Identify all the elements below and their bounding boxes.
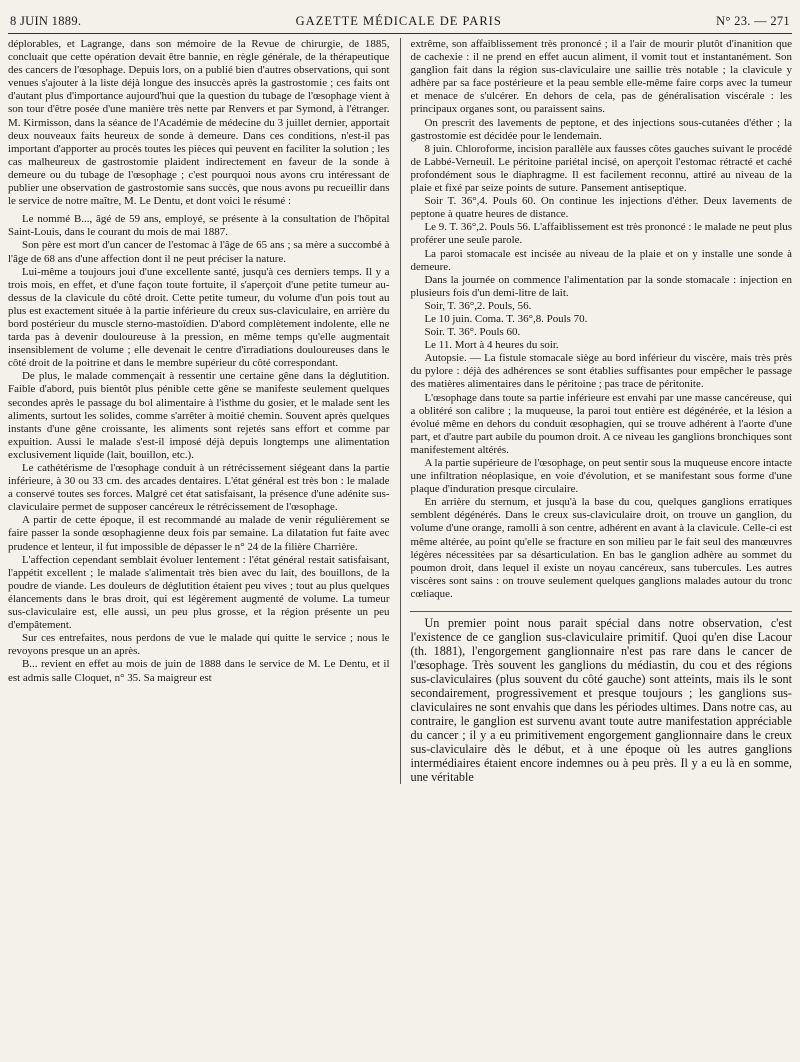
journal-title: GAZETTE MÉDICALE DE PARIS: [295, 14, 502, 28]
issue-number: N° 23. — 271: [716, 14, 790, 28]
right-column: [410, 38, 792, 784]
paragraph: La paroi stomacale est incisée au niveau de la plaie et on y installe une sonde à demeure.: [410, 247, 792, 273]
paragraph: On prescrit des lavements de peptone, et des injections sous-cutanées d'éther ; la gastrostomie est décidée pour le lendemain.: [410, 116, 792, 142]
issue-date: 8 JUIN 1889.: [10, 14, 82, 28]
paragraph: L'affection cependant semblait évoluer lentement : l'état général restait satisfaisant, l'appétit excellent ; le malade s'alimentait très bien avec du lait, des bouillons, de la poudre de viande. Les douleurs de déglutition étaient peu vives ; tout au plus quelques élancements dans le bras droit, qui est légèrement augmenté de volume. La tumeur sus-claviculaire est, elle aussi, un peu plus grosse, et la région présente un peu d'empâtement.: [8, 553, 390, 632]
paragraph: 8 juin. Chloroforme, incision parallèle aux fausses côtes gauches suivant le procédé de Labbé-Verneuil. Le péritoine pariétal incisé, on aperçoit l'estomac rétracté et caché profondément sous le diaphragme. Il est facilement reconnu, attiré au niveau de la plaie et fixé par seize points de suture. Pansement antiseptique.: [410, 142, 792, 195]
paragraph: Soir T. 36°,4. Pouls 60. On continue les injections d'éther. Deux lavements de peptone à quatre heures de distance.: [410, 195, 792, 221]
paragraph: B... revient en effet au mois de juin de 1888 dans le service de M. Le Dentu, et il est admis salle Cloquet, n° 35. Sa maigreur est: [8, 658, 390, 684]
paragraph: extrême, son affaiblissement très prononcé ; il a l'air de mourir plutôt d'inanition que de cachexie : il ne prend en effet aucun aliment, il vomit tout et instantanément. Son ganglion fait dans la région sus-claviculaire une saillie très notable ; la clavicule y adhère par sa face postérieure et la peau semble elle-même faire corps avec la tumeur et menace de s'ulcérer. En dehors de cela, pas de généralisation viscérale : les principaux organes sont, ou paraissent sains.: [410, 38, 792, 116]
discussion-paragraph: Un premier point nous parait spécial dans notre observation, c'est l'existence de ce ganglion sus-claviculaire primitif. Quoi qu'en dise Lacour (th. 1881), l'engorgement ganglionnaire n'est pas rare dans le cancer de l'œsophage. Très souvent les ganglions du médiastin, du cou et des régions sus-claviculaires (plus souvent du côté gauche) sont atteints, mais ils le sont secondairement, progressivement et presque toujours ; les ganglions sus-claviculaires ne sont envahis que dans les périodes ultimes. Dans notre cas, au contraire, le ganglion est survenu avant toute autre manifestation appréciable du cancer ; il y a eu primitivement engorgement ganglionnaire dans le creux sus-claviculaire dès le début, et à une époque où les autres ganglions intermédiaires étaient encore indemnes ou à peu près. Il y a eu là en somme, une véritable: [410, 611, 792, 784]
page-header: [8, 14, 792, 34]
paragraph: Autopsie. — La fistule stomacale siège au bord inférieur du viscère, mais très près du pylore : déjà des adhérences se sont établies suffisantes pour empêcher le passage des matières alimentaires dans le péritoine ; pas trace de péritonite.: [410, 352, 792, 391]
paragraph: L'œsophage dans toute sa partie inférieure est envahi par une masse cancéreuse, qui a oblitéré son calibre ; la muqueuse, la paroi tout entière est dégénérée, et la lésion a évolué même en dehors du conduit œsophagien, qui se trouve adhérent à l'aorte d'une part, et d'autre part aubile du poumon droit. A ce niveau les ganglions bronchiques sont manifestement altérés.: [410, 391, 792, 456]
paragraph: Soir. T. 36°. Pouls 60.: [424, 326, 521, 339]
paragraph: Sur ces entrefaites, nous perdons de vue le malade qui quitte le service ; nous le revoyons presque un an après.: [8, 632, 390, 658]
left-column: [8, 38, 390, 784]
paragraph: Soir, T. 36°,2. Pouls, 56.: [424, 299, 532, 312]
paragraph: A partir de cette époque, il est recommandé au malade de venir régulièrement se faire passer la sonde œsophagienne deux fois par semaine. La dilatation fut faite avec prudence et lenteur, il fut impossible de dépasser le n° 24 de la filière Charrière.: [8, 514, 390, 553]
paragraph: déplorables, et Lagrange, dans son mémoire de la Revue de chirurgie, de 1885, concluait que cette opération devait être bannie, en règle générale, de la thérapeutique des cancers de l'œsophage. Depuis lors, on a publié bien d'autres observations, qui sont venues s'ajouter à la liste déjà longue des insuccès après la gastrostomie ; ces faits ont d'autant plus d'importance aujourd'hui que la question du tubage de l'œsophage vient à son tour d'être posée d'une manière très nette par Renvers et par Symond, à l'étranger. M. Kirmisson, dans la séance de l'Académie de médecine du 3 juillet dernier, apportait deux nouveaux faits heureux de sonde à demeure. Dans ces conditions, n'est-il pas important d'apporter au procès toutes les pièces qui peuvent en faciliter la solution ; les cas malheureux de gastrostomie plaident indirectement en faveur de la sonde à demeure ou du tubage de l'œsophage ; c'est pourquoi nous avons cru intéressant de publier une observation de gastrostomie sans succès, que nous avons pu recueillir dans le service de notre maître, M. Le Dentu, et dont voici le résumé :: [8, 38, 390, 208]
paragraph: Son père est mort d'un cancer de l'estomac à l'âge de 65 ans ; sa mère a succombé à l'âge de 68 ans d'une affection dont il ne peut préciser la nature.: [8, 239, 390, 265]
paragraph: Le 11. Mort à 4 heures du soir.: [424, 339, 559, 352]
paragraph: Le 9. T. 36°,2. Pouls 56. L'affaiblissement est très prononcé : le malade ne peut plus proférer une seule parole.: [410, 221, 792, 247]
paragraph: De plus, le malade commençait à ressentir une certaine gêne dans la déglutition. Faible d'abord, puis bientôt plus pénible cette gêne se manifeste seulement quelques secondes après le passage du bol alimentaire à l'isthme du gosier, et le malade sent les aliments, surtout les solides, comme s'arrêter à moitié chemin. Souvent après quelques instants d'une gêne croissante, les aliments sont rejetés sans effort et comme par expuition. Aussi le malade s'est-il imposé déjà depuis longtemps une alimentation exclusivement liquide (lait, bouillon, etc.).: [8, 370, 390, 461]
paragraph: Dans la journée on commence l'alimentation par la sonde stomacale : injection en plusieurs fois d'un demi-litre de lait.: [410, 273, 792, 299]
paragraph: En arrière du sternum, et jusqu'à la base du cou, quelques ganglions erratiques semblent dégénérés. Dans le creux sus-claviculaire droit, on trouve un ganglion, du volume d'une orange, ramolli à son centre, adhérent en avant à la clavicule. Celle-ci est même altérée, au point qu'elle se fracture en son milieu par le fait seul des manœuvres légères nécessitées par sa désarticulation. En bas le ganglion adhère au sommet du poumon droit, dans lequel il existe un noyau cancéreux, sans tubercules. Les autres viscères sont sains : on trouve seulement quelques ganglions malades autour du tronc cœliaque.: [410, 496, 792, 600]
paragraph: A la partie supérieure de l'œsophage, on peut sentir sous la muqueuse encore intacte une infiltration néoplasique, en voie d'évolution, et se manifestant sous forme d'une plaque d'induration presque circulaire.: [410, 457, 792, 496]
paragraph: Le nommé B..., âgé de 59 ans, employé, se présente à la consultation de l'hôpital Saint-Louis, dans le courant du mois de mai 1887.: [8, 213, 390, 239]
paragraph: Le 10 juin. Coma. T. 36°,8. Pouls 70.: [424, 312, 588, 325]
column-divider: [400, 38, 401, 784]
paragraph: Le cathétérisme de l'œsophage conduit à un rétrécissement siégeant dans la partie inférieure, à 30 ou 33 cm. des arcades dentaires. L'état général est très bon : le malade a conservé toutes ses forces. Malgré cet état satisfaisant, la présence d'une adénite sus-claviculaire permet de supposer cancéreux le rétrécissement de l'œsophage.: [8, 462, 390, 514]
paragraph: Lui-même a toujours joui d'une excellente santé, jusqu'à ces derniers temps. Il y a trois mois, en effet, et d'une façon toute fortuite, il s'aperçoit d'une petite tumeur au-dessus de la clavicule du côté droit. Cette petite tumeur, du volume d'un pois tout au plus est exactement située à la partie inférieure du creux sus-claviculaire, en arrière du bord postérieur du muscle sterno-mastoïdien. D'abord complètement indolente, elle ne tarda pas à devenir douloureuse à la pression, en même temps qu'elle augmentait insensiblement de volume ; elle devenait le centre d'irradiations douloureuses dans le côté droit de la poitrine et dans le membre supérieur du côté correspondant.: [8, 265, 390, 370]
